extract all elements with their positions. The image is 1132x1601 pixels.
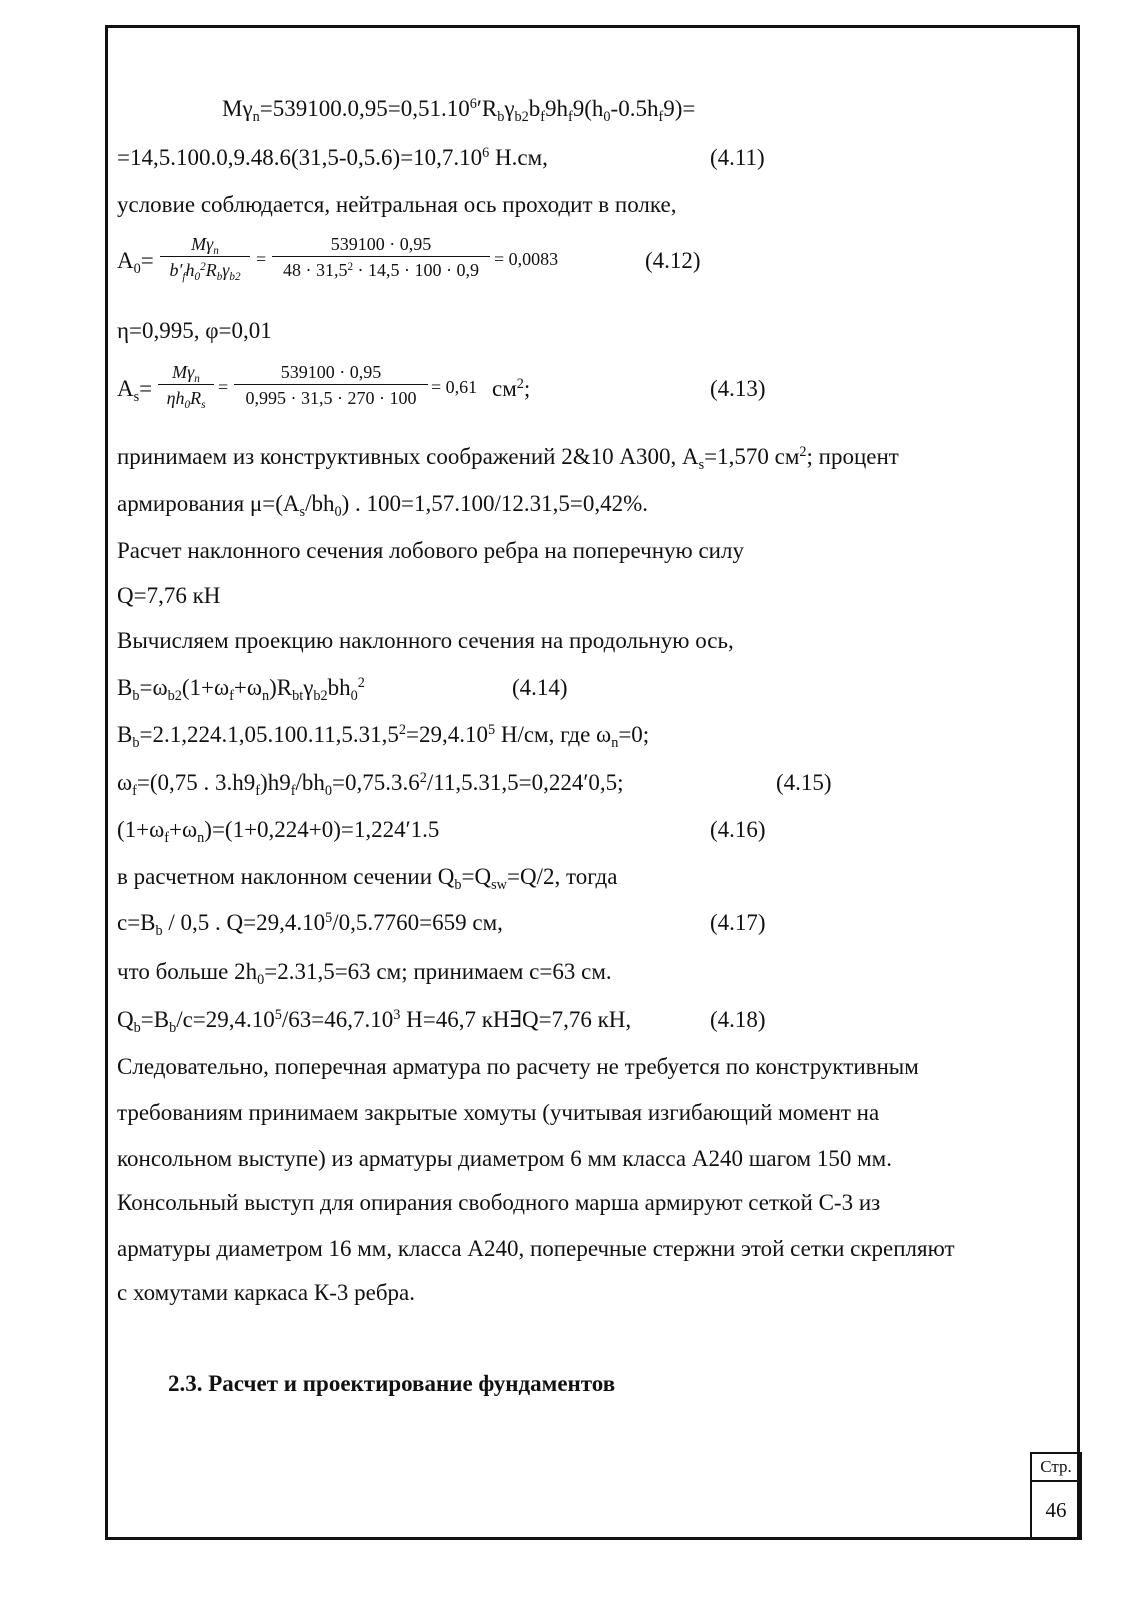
text-conclusion-4: Консольный выступ для опирания свободного марша армируют сеткой С-3 из bbox=[117, 1190, 881, 1215]
equation-number-4-17: (4.17) bbox=[710, 910, 766, 935]
equation-bb-value: $B_b=2.1,224.1,05.100.11,5.31,5^2=29,4.10^5$ Н/см, где $\omega_n=0$; bbox=[117, 722, 650, 751]
text-conclusion-5: арматуры диаметром 16 мм, класса А240, поперечные стержни этой сетки скрепляют bbox=[117, 1236, 955, 1261]
text-reinforcement: принимаем из конструктивных соображений 2&10 А300, $A_s=1,570$ $см^2$; процент bbox=[117, 444, 899, 473]
as-result: = 0,61 bbox=[431, 377, 478, 397]
a0-equals: = bbox=[256, 249, 267, 269]
page-stamp-label: Стр. bbox=[1030, 1452, 1082, 1482]
as-unit: $см^2$; bbox=[492, 376, 531, 401]
text-eta-phi: η=0,995, φ=0,01 bbox=[117, 318, 272, 343]
equation-qb: $Q_b=B_b/c=29,4.10^5/63=46,7.10^3$ Н=46,7 кН∃Q=7,76 кН, bbox=[117, 1007, 632, 1036]
text-q-value: Q=7,76 кН bbox=[117, 583, 221, 608]
text-qb-qsw: в расчетном наклонном сечении $Q_b=Q_{sw}=Q/2$, тогда bbox=[117, 864, 618, 893]
as-fraction-numeric: $\frac{539100 \cdot 0,95}{0,995 \cdot 31,5 \cdot 270 \cdot 100}$ bbox=[234, 363, 428, 407]
text-projection: Вычисляем проекцию наклонного сечения на продольную ось, bbox=[117, 628, 734, 653]
page-number: 46 bbox=[1030, 1482, 1082, 1540]
a0-result: = 0,0083 bbox=[494, 249, 559, 269]
section-heading: 2.3. Расчет и проектирование фундаментов bbox=[168, 1371, 616, 1396]
equation-bb: $B_b=\omega_{b2}(1+\omega_f+\omega_n)R_{bt}\gamma_{b2}bh_0^2$ bbox=[117, 675, 365, 704]
equation-number-4-14: (4.14) bbox=[512, 675, 568, 700]
equation-omega-sum: $(1+\omega_f+\omega_n)=(1+0,224+0)=1,224'1.5$ bbox=[117, 817, 440, 846]
equation-line-2: $=14,5.100.0,9.48.6(31,5-0,5.6)=10,7.10^6$ Н.см, bbox=[117, 145, 548, 170]
equation-c: $c=B_b / 0,5$ . $Q=29,4.10^5/0,5.7760=659$ см, bbox=[117, 910, 503, 939]
text-conclusion-6: с хомутами каркаса К-3 ребра. bbox=[117, 1280, 415, 1305]
equation-number-4-18: (4.18) bbox=[710, 1007, 766, 1032]
equation-omega-f: $\omega_f=(0,75$ . $3.h9_f)h9_f/bh_0=0,75.3.6^2/11,5.31,5=0,224'0,5$; bbox=[117, 770, 624, 799]
text-shear-calc: Расчет наклонного сечения лобового ребра на поперечную силу bbox=[117, 538, 744, 563]
equation-number-4-11: (4.11) bbox=[710, 145, 765, 170]
as-label: $A_s=$ bbox=[117, 376, 153, 405]
text-reinforcement-percent: армирования $\mu=(A_s/bh_0)$ . 100=1,57.100/12.31,5=0,42%. bbox=[117, 491, 648, 520]
text-conclusion-1: Следовательно, поперечная арматура по расчету не требуется по конструктивным bbox=[117, 1054, 919, 1079]
as-equals: = bbox=[218, 377, 229, 397]
text-condition: условие соблюдается, нейтральная ось проходит в полке, bbox=[117, 192, 677, 217]
text-conclusion-2: требованиям принимаем закрытые хомуты (учитывая изгибающий момент на bbox=[117, 1100, 880, 1125]
equation-number-4-13: (4.13) bbox=[710, 376, 766, 401]
equation-moment: $M\gamma_n=539100.0,95=0,51.10^6'R_b\gamma_{b2}b_f9h_f9(h_0-0.5h_f9)=$ bbox=[222, 96, 696, 125]
as-fraction-symbolic: $M\gamma_n$ $\eta h_0R_s$ bbox=[158, 363, 214, 407]
a0-label: $A_0=$ bbox=[117, 248, 154, 277]
equation-number-4-12: (4.12) bbox=[645, 248, 701, 273]
text-c-greater: что больше $2h_0=2.31,5=63$ см; принимаем c=63 см. bbox=[117, 959, 612, 988]
equation-number-4-16: (4.16) bbox=[710, 817, 766, 842]
equation-number-4-15: (4.15) bbox=[776, 770, 832, 795]
text-conclusion-3: консольном выступе) из арматуры диаметром 6 мм класса А240 шагом 150 мм. bbox=[117, 1146, 892, 1171]
a0-fraction-numeric: $\frac{539100 \cdot 0,95}{48 \cdot 31,5^2 \cdot 14,5 \cdot 100 \cdot 0,9}$ bbox=[272, 235, 490, 279]
a0-fraction-symbolic: $M\gamma_n$ $b'_fh_0^2R_b\gamma_{b2}$ bbox=[160, 235, 250, 279]
